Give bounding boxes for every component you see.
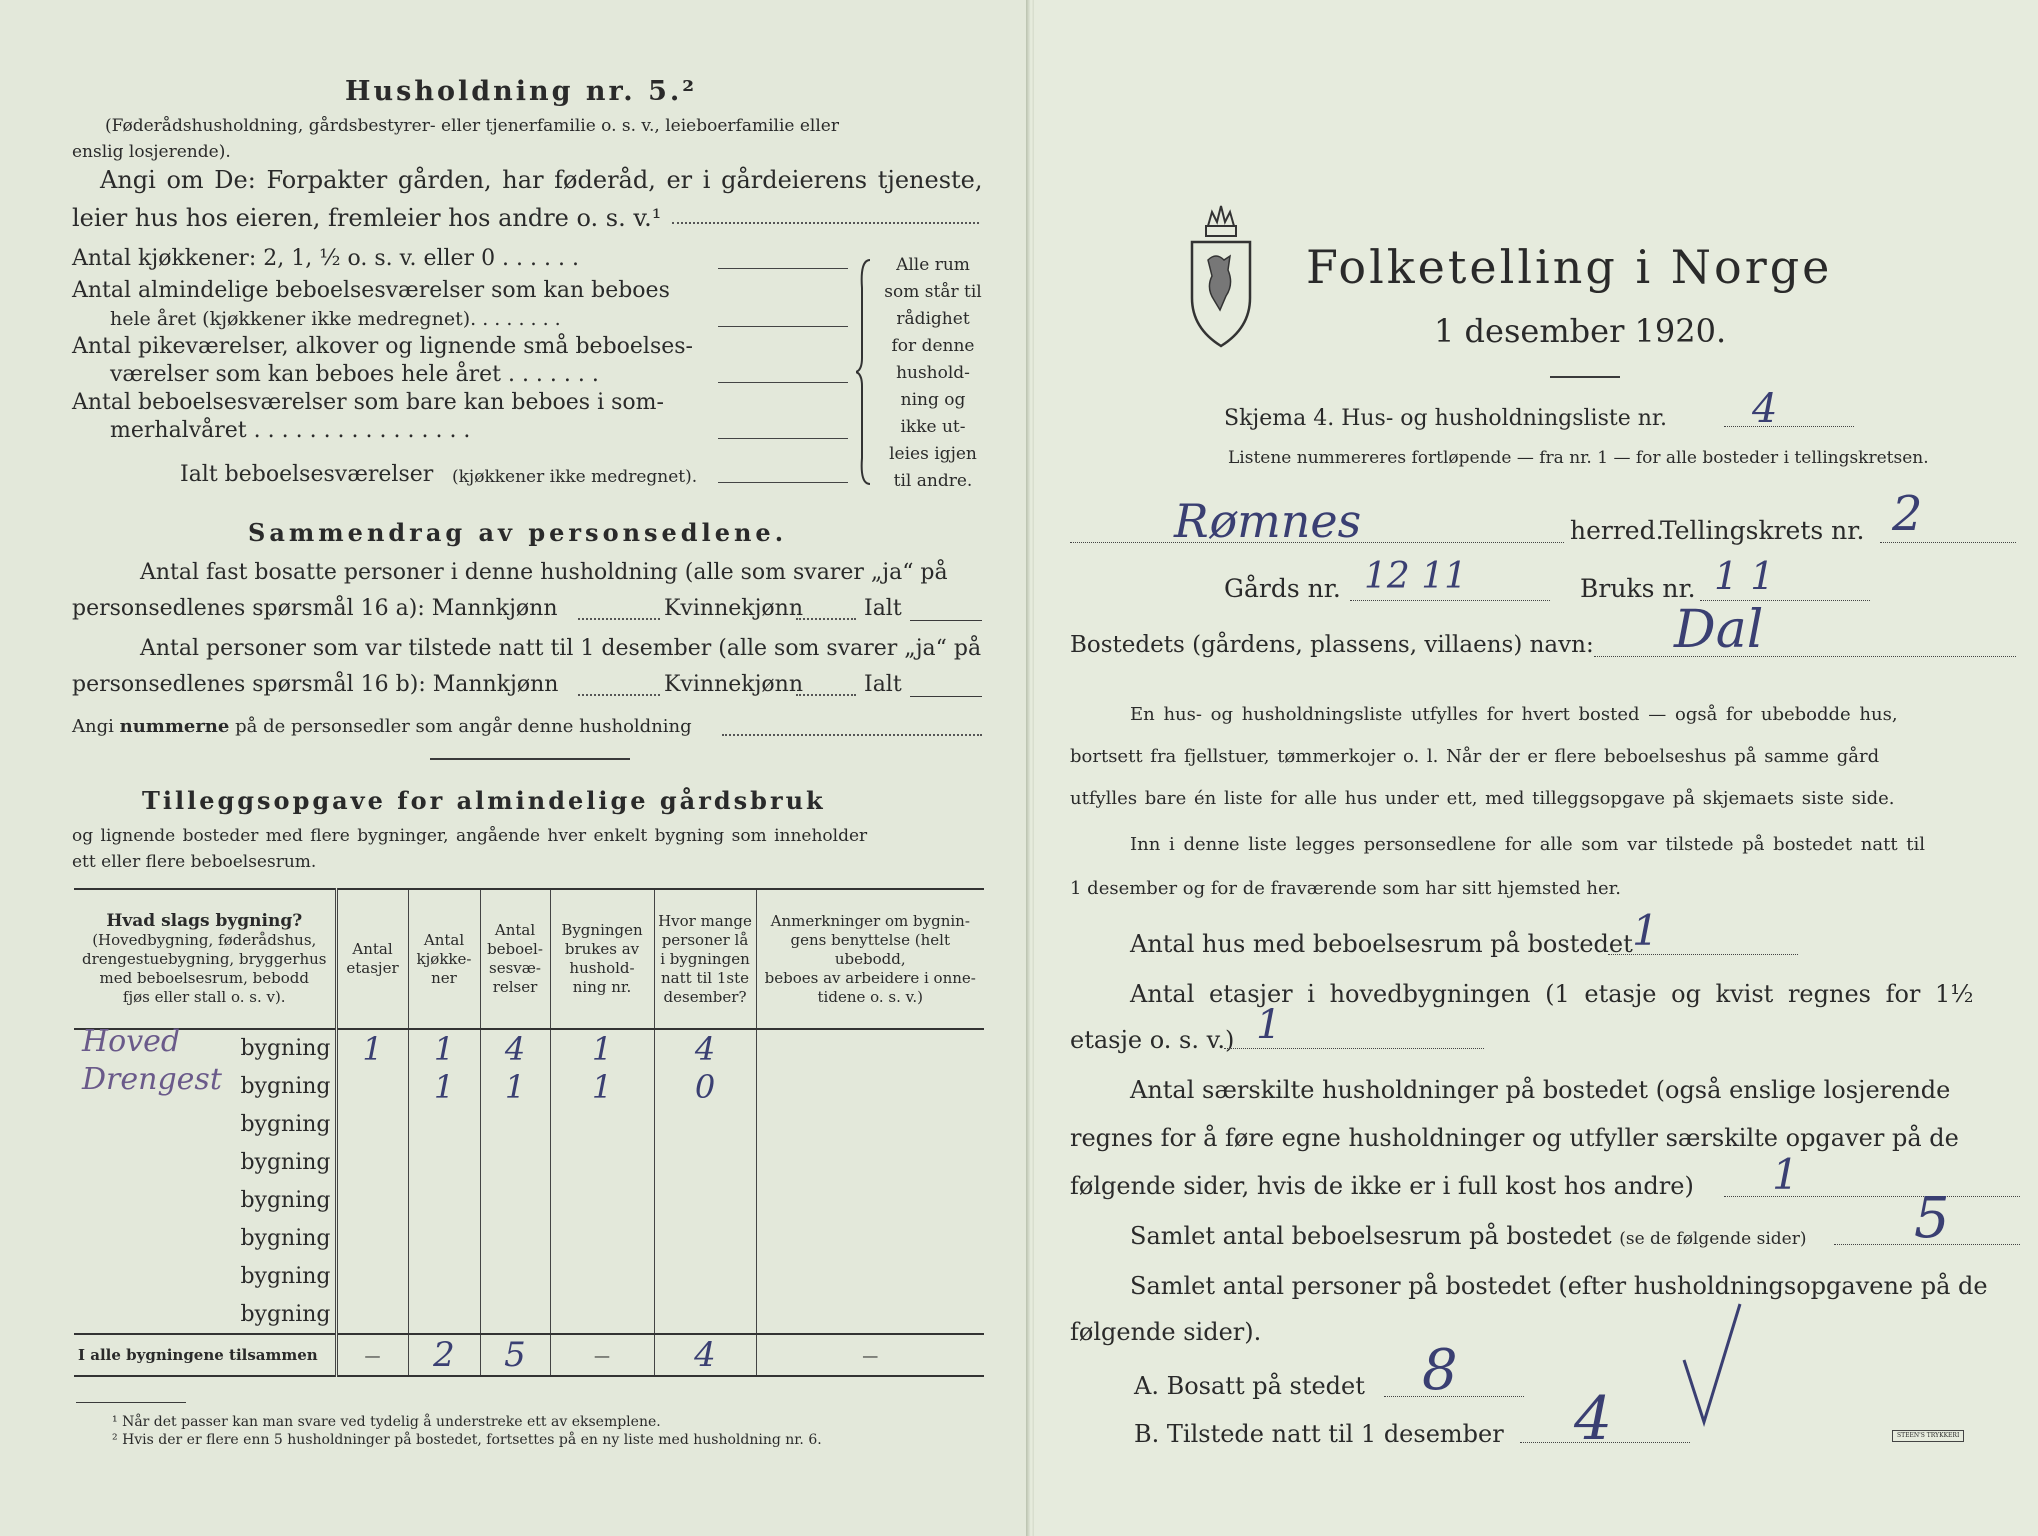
- listene-note: Listene nummereres fortløpende — fra nr. 1 — for alle bosteder i tellingskretsen.: [1228, 448, 1929, 468]
- herred-label: herred.: [1570, 516, 1664, 545]
- header-etasjer: Antal etasjer: [336, 889, 408, 1029]
- husholdning-title: Husholdning nr. 5.²: [345, 76, 698, 107]
- q-sarskilte-line-1: Antal særskilte husholdninger på bostedet (også enslige losjerende: [1130, 1076, 1951, 1104]
- cell-etasjer: 1: [336, 1029, 408, 1068]
- room-line-3: hele året (kjøkkener ikke medregnet). . . . . . . .: [110, 308, 561, 330]
- ialt-label: Ialt beboelsesværelser: [180, 462, 434, 487]
- room-line-4: Antal pikeværelser, alkover og lignende små beboelses-: [72, 334, 693, 359]
- cell-etasjer: [336, 1144, 408, 1182]
- tillegg-line-1: og lignende bosteder med flere bygninger, angående hver enkelt bygning som inneholder: [72, 826, 868, 846]
- cell-vaerelser: 4: [480, 1029, 550, 1068]
- total-personer: 4: [654, 1334, 756, 1376]
- main-title: Folketelling i Norge: [1306, 240, 1833, 294]
- table-row: [74, 1182, 984, 1220]
- table-row: [74, 1106, 984, 1144]
- total-row: I alle bygningene tilsammen — 2 5 — 4 —: [74, 1334, 984, 1376]
- cell-husholdning: 1: [550, 1068, 654, 1106]
- cell-vaerelser: [480, 1220, 550, 1258]
- a-label: A. Bosatt på stedet: [1134, 1372, 1365, 1400]
- para1-line-1: En hus- og husholdningsliste utfylles for hvert bosted — også for ubebodde hus,: [1130, 704, 1898, 725]
- coat-of-arms-icon: [1186, 200, 1256, 350]
- census-date: 1 desember 1920.: [1434, 312, 1727, 350]
- footnote-1: ¹ Når det passer kan man svare ved tydelig å understreke ett av eksemplene.: [112, 1414, 661, 1430]
- cell-kjokken: [408, 1182, 480, 1220]
- cell-type: [74, 1182, 336, 1220]
- room-line-7: merhalvåret . . . . . . . . . . . . . . . .: [110, 418, 471, 443]
- bosted-value: Dal: [1674, 600, 1764, 660]
- b-value: 4: [1574, 1384, 1613, 1454]
- cell-vaerelser: [480, 1106, 550, 1144]
- bygning-label: bygning: [240, 1150, 331, 1175]
- cell-vaerelser: 1: [480, 1068, 550, 1106]
- gards-label: Gårds nr.: [1224, 574, 1341, 603]
- table-row: [74, 1220, 984, 1258]
- cell-personer: 0: [654, 1068, 756, 1106]
- header-personer: Hvor mange personer lå i bygningen natt til 1ste desember?: [654, 889, 756, 1029]
- cell-type: [74, 1220, 336, 1258]
- sammendrag-line-1: Antal fast bosatte personer i denne husholdning (alle som svarer „ja“ på: [140, 560, 948, 585]
- ialt-1: Ialt: [864, 596, 902, 621]
- cell-anm: [756, 1258, 984, 1296]
- tellingskrets-label: Tellingskrets nr.: [1660, 516, 1865, 545]
- building-type-handwritten: Drengest: [82, 1062, 222, 1097]
- a-value: 8: [1422, 1338, 1458, 1403]
- para2-line-1: Inn i denne liste legges personsedlene for alle som var tilstede på bostedet natt til: [1130, 834, 1926, 855]
- cell-husholdning: [550, 1296, 654, 1334]
- header-anmerkninger: Anmerkninger om bygnin- gens benyttelse (helt ubebodd, beboes av arbeidere i onne- tidene o. s. v.): [756, 889, 984, 1029]
- gards-value: 12 11: [1364, 556, 1468, 597]
- cell-kjokken: 1: [408, 1068, 480, 1106]
- footnote-2: ² Hvis der er flere enn 5 husholdninger på bostedet, fortsettes på en ny liste med husholdning nr. 6.: [112, 1432, 822, 1448]
- buildings-table: [74, 888, 984, 1377]
- table-row: [74, 1068, 984, 1106]
- ialt-2: Ialt: [864, 672, 902, 697]
- cell-etasjer: [336, 1220, 408, 1258]
- q-hus-value: 1: [1632, 906, 1659, 955]
- cell-etasjer: [336, 1106, 408, 1144]
- cell-kjokken: [408, 1258, 480, 1296]
- cell-etasjer: [336, 1296, 408, 1334]
- bosted-label: Bostedets (gårdens, plassens, villaens) navn:: [1070, 632, 1594, 658]
- sammendrag-line-3: Antal personer som var tilstede natt til 1 desember (alle som svarer „ja“ på: [140, 636, 982, 661]
- cell-etasjer: [336, 1068, 408, 1106]
- cell-kjokken: 1: [408, 1029, 480, 1068]
- header-bygning: Hvad slags bygning? (Hovedbygning, føderådshus, drengestuebygning, bryggerhus med beboelsesrum, bebodd fjøs eller stall o. s. v).: [74, 889, 336, 1029]
- bruks-label: Bruks nr.: [1580, 574, 1696, 603]
- cell-husholdning: [550, 1106, 654, 1144]
- skjema-nr: 4: [1752, 386, 1778, 432]
- cell-kjokken: [408, 1296, 480, 1334]
- bygning-label: bygning: [240, 1226, 331, 1251]
- para1-line-2: bortsett fra fjellstuer, tømmerkojer o. l. Når der er flere beboelseshus på samme gård: [1070, 746, 1880, 767]
- bygning-label: bygning: [240, 1036, 331, 1061]
- table-header-row: [74, 889, 984, 1029]
- cell-anm: [756, 1029, 984, 1068]
- sammendrag-line-4: personsedlenes spørsmål 16 b): Mannkjønn: [72, 672, 559, 697]
- total-label: I alle bygningene tilsammen: [74, 1334, 336, 1376]
- cell-type: [74, 1144, 336, 1182]
- q-sarskilte-line-2: regnes for å føre egne husholdninger og utfyller særskilte opgaver på de: [1070, 1124, 1959, 1152]
- header-vaerelser: Antal beboel- sesvæ- relser: [480, 889, 550, 1029]
- q-hus: Antal hus med beboelsesrum på bostedet: [1130, 930, 1633, 958]
- cell-kjokken: [408, 1220, 480, 1258]
- cell-anm: [756, 1296, 984, 1334]
- tellingskrets-value: 2: [1892, 486, 1923, 542]
- angi-nummerne: Angi nummerne på de personsedler som angår denne husholdning: [72, 716, 692, 737]
- cell-personer: [654, 1182, 756, 1220]
- header-husholdning: Bygningen brukes av hushold- ning nr.: [550, 889, 654, 1029]
- sammendrag-title: Sammendrag av personsedlene.: [248, 518, 788, 547]
- cell-anm: [756, 1106, 984, 1144]
- cell-husholdning: [550, 1144, 654, 1182]
- cell-personer: [654, 1296, 756, 1334]
- room-line-5: værelser som kan beboes hele året . . . . . . .: [110, 362, 599, 387]
- kvinnekjonn-1: Kvinnekjønn: [664, 596, 803, 621]
- total-kjokken: 2: [408, 1334, 480, 1376]
- cell-personer: [654, 1144, 756, 1182]
- side-note: Alle rum som står til rådighet for denne hushold- ning og ikke ut- leies igjen til andre.: [884, 255, 982, 491]
- cell-personer: 4: [654, 1029, 756, 1068]
- cell-husholdning: [550, 1182, 654, 1220]
- cell-anm: [756, 1182, 984, 1220]
- q-etasjer-line-1: Antal etasjer i hovedbygningen (1 etasje og kvist regnes for 1½: [1130, 980, 1974, 1008]
- cell-husholdning: 1: [550, 1029, 654, 1068]
- para1-line-3: utfylles bare én liste for alle hus under ett, med tilleggsopgave på skjemaets siste side.: [1070, 788, 1895, 809]
- q-sarskilte-value: 1: [1772, 1150, 1799, 1199]
- table-row: [74, 1144, 984, 1182]
- cell-anm: [756, 1068, 984, 1106]
- para2-line-2: 1 desember og for de fraværende som har sitt hjemsted her.: [1070, 878, 1621, 899]
- cell-kjokken: [408, 1144, 480, 1182]
- bygning-label: bygning: [240, 1264, 331, 1289]
- cell-type: [74, 1106, 336, 1144]
- cell-vaerelser: [480, 1258, 550, 1296]
- cell-type: [74, 1062, 336, 1106]
- cell-husholdning: [550, 1220, 654, 1258]
- q-sarskilte-line-3: følgende sider, hvis de ikke er i full kost hos andre): [1070, 1172, 1694, 1200]
- tillegg-line-2: ett eller flere beboelsesrum.: [72, 852, 317, 872]
- herred-value: Rømnes: [1174, 494, 1362, 548]
- b-label: B. Tilstede natt til 1 desember: [1134, 1420, 1504, 1448]
- angi-line-2: leier hus hos eieren, fremleier hos andre o. s. v.¹: [72, 204, 662, 232]
- cell-etasjer: [336, 1182, 408, 1220]
- angi-line-1: Angi om De: Forpakter gården, har føderåd, er i gårdeierens tjeneste,: [100, 166, 983, 194]
- cell-etasjer: [336, 1258, 408, 1296]
- q-etasjer-line-2: etasje o. s. v.): [1070, 1026, 1235, 1054]
- table-row: [74, 1258, 984, 1296]
- q-samlet-pers-line-1: Samlet antal personer på bostedet (efter husholdningsopgavene på de: [1130, 1272, 1988, 1300]
- room-line-1: Antal kjøkkener: 2, 1, ½ o. s. v. eller 0 . . . . . .: [72, 246, 579, 271]
- kvinnekjonn-2: Kvinnekjønn: [664, 672, 803, 697]
- cell-type: [74, 1296, 336, 1334]
- ialt-note: (kjøkkener ikke medregnet).: [452, 467, 698, 487]
- q-samlet-rum: Samlet antal beboelsesrum på bostedet (se de følgende sider): [1130, 1222, 1807, 1250]
- building-type-handwritten: Hoved: [82, 1024, 181, 1059]
- intro-line-2: enslig losjerende).: [72, 142, 231, 162]
- q-samlet-pers-line-2: følgende sider).: [1070, 1318, 1262, 1346]
- bruks-value: 1 1: [1714, 554, 1775, 598]
- right-page: [1034, 0, 2038, 1536]
- cell-kjokken: [408, 1106, 480, 1144]
- tillegg-title: Tilleggsopgave for almindelige gårdsbruk: [142, 786, 826, 815]
- q-etasjer-value: 1: [1256, 1002, 1282, 1048]
- table-row: [74, 1296, 984, 1334]
- cell-type: [74, 1258, 336, 1296]
- cell-anm: [756, 1144, 984, 1182]
- cell-husholdning: [550, 1258, 654, 1296]
- sammendrag-line-2: personsedlenes spørsmål 16 a): Mannkjønn: [72, 596, 558, 621]
- cell-personer: [654, 1258, 756, 1296]
- cell-anm: [756, 1220, 984, 1258]
- cell-vaerelser: [480, 1182, 550, 1220]
- cell-personer: [654, 1106, 756, 1144]
- bygning-label: bygning: [240, 1074, 331, 1099]
- cell-vaerelser: [480, 1144, 550, 1182]
- q-samlet-rum-value: 5: [1914, 1186, 1950, 1251]
- bygning-label: bygning: [240, 1302, 331, 1327]
- cell-vaerelser: [480, 1296, 550, 1334]
- header-kjokkener: Antal kjøkke- ner: [408, 889, 480, 1029]
- intro-line-1: (Føderådshusholdning, gårdsbestyrer- eller tjenerfamilie o. s. v., leieboerfamilie eller: [105, 116, 839, 136]
- room-line-2: Antal almindelige beboelsesværelser som kan beboes: [72, 278, 670, 303]
- bygning-label: bygning: [240, 1112, 331, 1137]
- room-line-6: Antal beboelsesværelser som bare kan beboes i som-: [72, 390, 664, 415]
- checkmark-icon: [1674, 1300, 1754, 1430]
- printer-stamp: STEEN'S TRYKKERI: [1892, 1430, 1964, 1442]
- brace-icon: [856, 258, 876, 486]
- skjema-line: Skjema 4. Hus- og husholdningsliste nr.: [1224, 406, 1667, 431]
- bygning-label: bygning: [240, 1188, 331, 1213]
- total-vaerelser: 5: [480, 1334, 550, 1376]
- cell-personer: [654, 1220, 756, 1258]
